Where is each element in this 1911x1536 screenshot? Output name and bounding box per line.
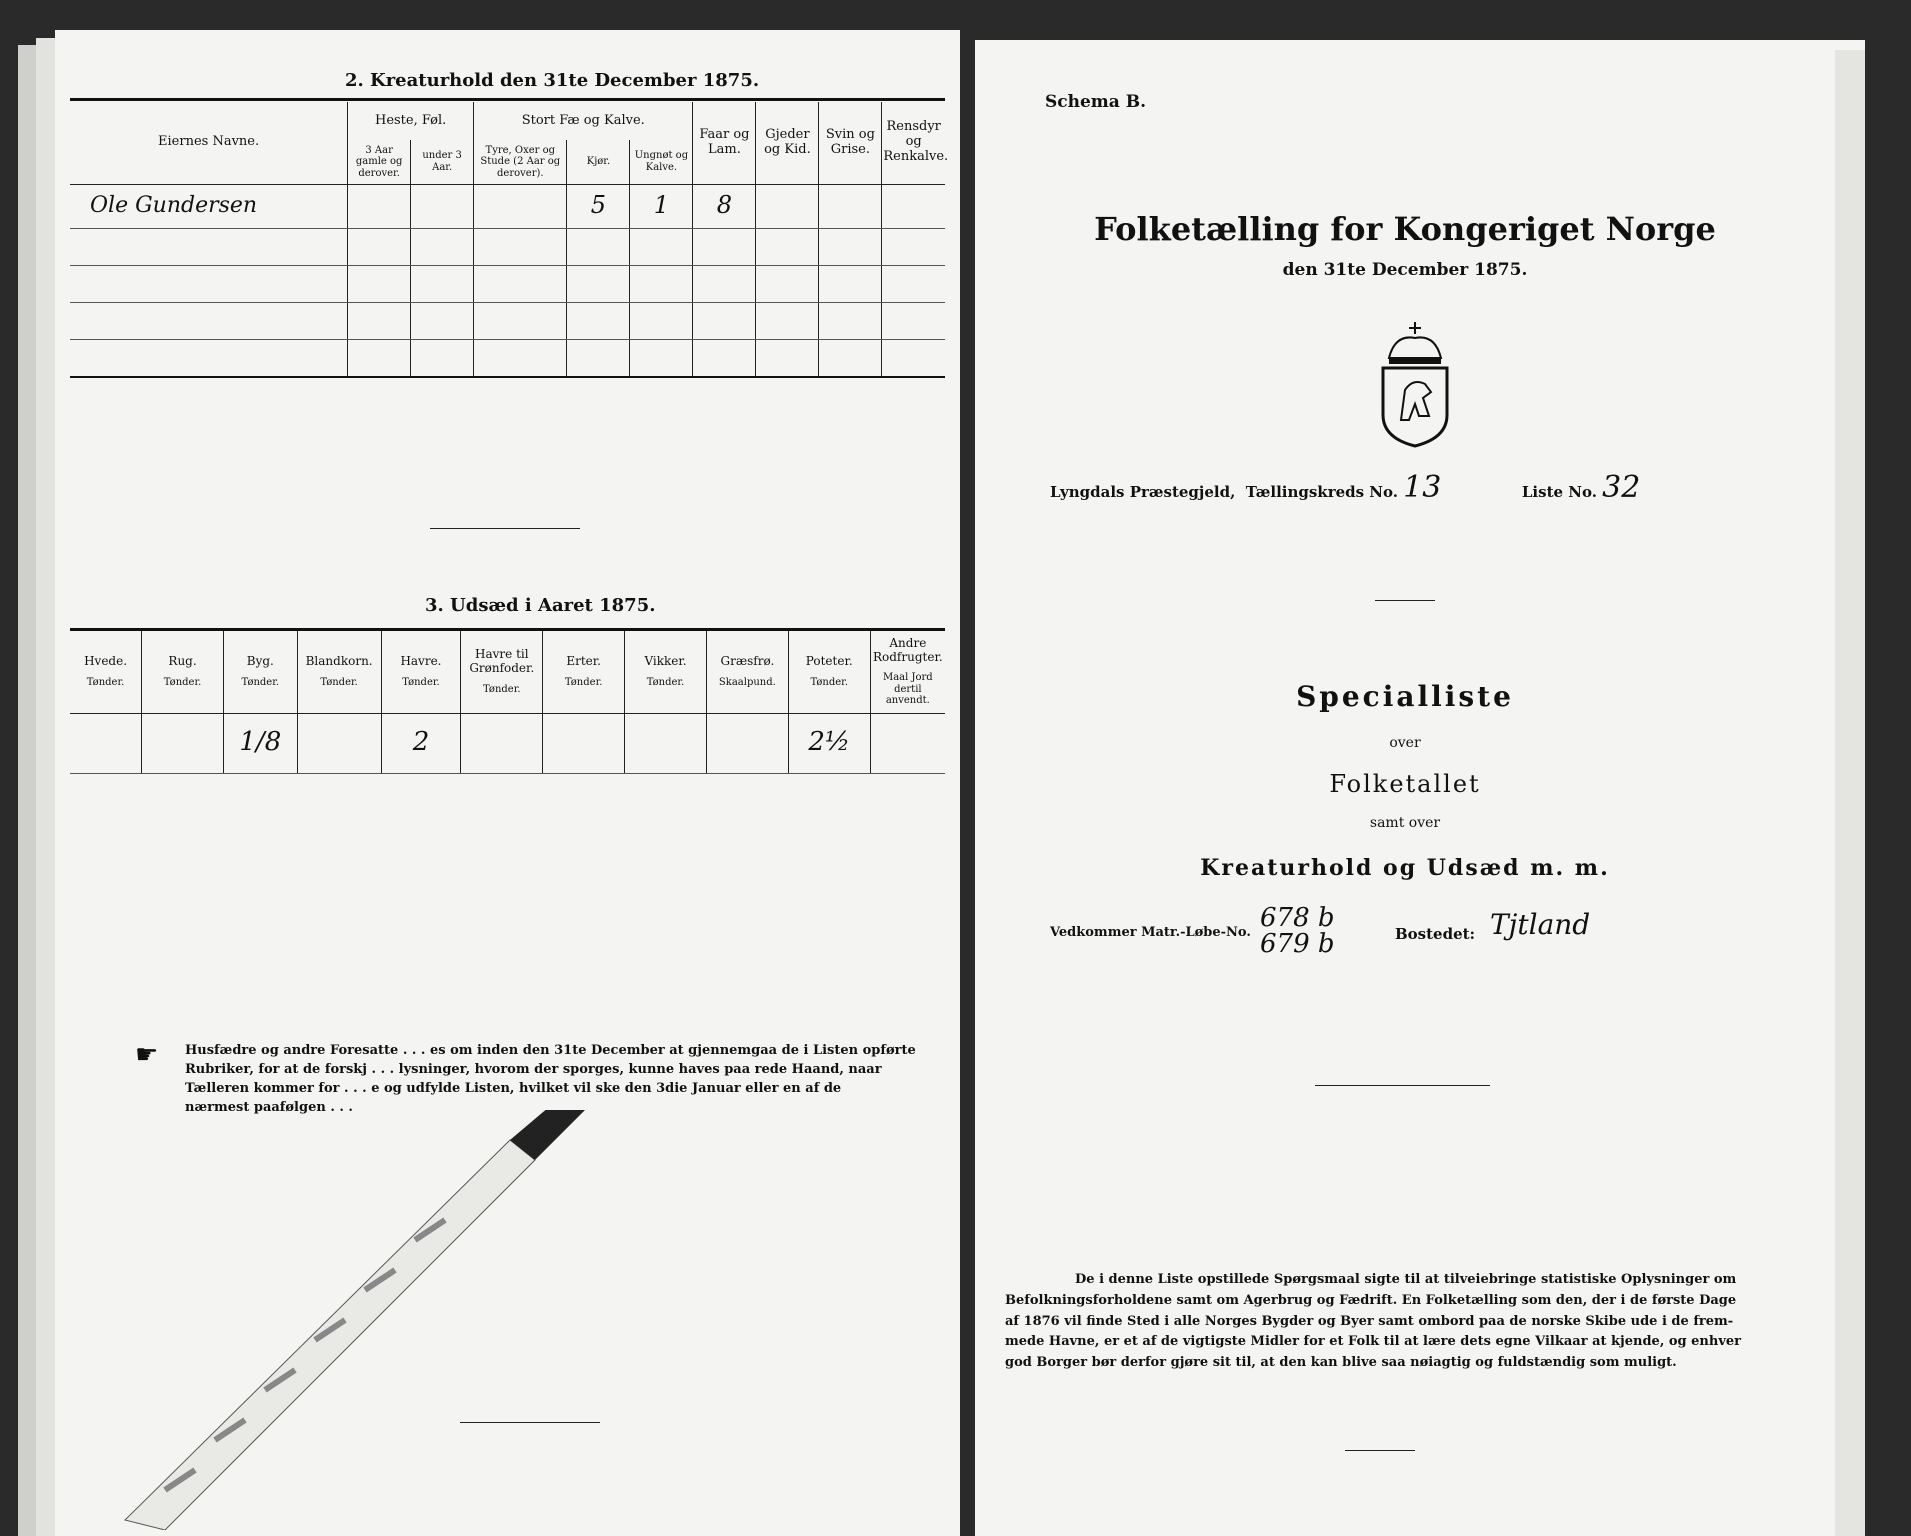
owner-name: Ole Gundersen	[70, 184, 348, 228]
seed-header-name: Blandkorn.	[305, 654, 373, 669]
header-horses: Heste, Føl.	[348, 102, 474, 140]
cell	[819, 184, 882, 228]
page-edge	[1835, 50, 1865, 1536]
seed-header	[788, 631, 870, 713]
pencil-image	[105, 1110, 625, 1530]
seed-value: 2	[381, 713, 461, 773]
census-date: den 31te December 1875.	[1282, 260, 1528, 280]
cell	[411, 184, 474, 228]
header-bulls: Tyre, Oxer og Stude (2 Aar og derover).	[474, 140, 567, 184]
coat-of-arms-icon	[1375, 320, 1455, 450]
seed-value: 1/8	[223, 713, 297, 773]
paragraph-line: god Borger bør derfor gjøre sit til, at den kan blive saa nøiagtig og fuldstændig som muligt.	[1005, 1355, 1677, 1371]
seed-header-unit: Tønder.	[320, 676, 358, 688]
header-sheep: Faar og Lam.	[693, 102, 756, 184]
matr-value: 678 b	[1260, 903, 1335, 933]
right-page	[975, 40, 1865, 1536]
cell	[756, 184, 819, 228]
seed-header-unit: Tønder.	[163, 676, 202, 688]
seed-header-name: Rug.	[168, 654, 197, 669]
district-number: 13	[1403, 470, 1442, 505]
specialliste-title: Specialliste	[1296, 680, 1514, 713]
bosted-value: Tjtland	[1490, 908, 1591, 941]
bosted-label: Bostedet:	[1395, 925, 1476, 943]
paragraph-line: af 1876 vil finde Sted i alle Norges Bygder og Byer samt ombord paa de norske Skibe ude i de frem-	[1005, 1313, 1734, 1329]
seed-header-name: Andre Rodfrugter.	[872, 635, 943, 664]
seed-table	[70, 631, 945, 774]
pointing-hand-icon: ☛	[135, 1040, 159, 1070]
seed-value	[70, 713, 142, 773]
header-young-cattle: Ungnøt og Kalve.	[630, 140, 693, 184]
header-horses-young: under 3 Aar.	[411, 140, 474, 184]
over-label: over	[1389, 735, 1421, 751]
matr-value: 679 b	[1260, 929, 1335, 959]
cell-young-cattle: 1	[630, 184, 693, 228]
header-pigs: Svin og Grise.	[819, 102, 882, 184]
seed-header	[461, 631, 543, 713]
paragraph-line: mede Havne, er et af de vigtigste Midler for et Folk til at lære dets egne Vilkaar at kjende, og enhver	[1005, 1334, 1742, 1350]
table-row	[70, 339, 945, 377]
seed-header	[223, 631, 297, 713]
district-label: Tællingskreds No.	[1245, 483, 1398, 501]
seed-value: 2½	[788, 713, 870, 773]
paragraph-line: De i denne Liste opstillede Spørgsmaal sigte til at tilveiebringe statistiske Oplysninger om	[1075, 1272, 1737, 1287]
matr-values	[1260, 905, 1335, 957]
seed-header	[142, 631, 224, 713]
seed-value	[543, 713, 625, 773]
parish-line	[1050, 470, 1640, 505]
header-cattle: Stort Fæ og Kalve.	[474, 102, 693, 140]
main-title: Folketælling for Kongeriget Norge	[1094, 210, 1716, 248]
footnote-line: Rubriker, for at de forskj . . . lysninger, hvorom der sporges, kunne haves paa rede Haand, naar	[185, 1061, 882, 1077]
seed-header-name: Vikker.	[644, 654, 687, 669]
seed-header-unit: Tønder.	[564, 676, 603, 688]
cell	[882, 184, 945, 228]
short-divider	[430, 528, 580, 529]
list-label: Liste No.	[1521, 483, 1597, 501]
seed-value	[142, 713, 224, 773]
matr-label: Vedkommer Matr.-Løbe-No.	[1050, 925, 1251, 940]
seed-header-name: Poteter.	[805, 654, 853, 669]
seed-header	[70, 631, 142, 713]
seed-header-unit: Skaalpund.	[718, 676, 776, 688]
seed-header	[543, 631, 625, 713]
seed-header-unit: Tønder.	[402, 676, 440, 688]
seed-value	[706, 713, 788, 773]
divider	[70, 98, 945, 101]
paragraph-line: Befolkningsforholdene samt om Agerbrug og Fædrift. En Folketælling som den, der i de første Dage	[1005, 1292, 1737, 1308]
seed-header-name: Byg.	[246, 654, 274, 669]
seed-header-unit: Tønder.	[483, 683, 521, 695]
cell	[474, 184, 567, 228]
seed-value	[870, 713, 945, 773]
seed-value	[461, 713, 543, 773]
seed-header	[297, 631, 381, 713]
livestock-table	[70, 102, 949, 378]
seed-value	[297, 713, 381, 773]
cell-cows: 5	[567, 184, 630, 228]
table-row	[70, 184, 945, 228]
section3-title: 3. Udsæd i Aaret 1875.	[425, 595, 656, 616]
table-row	[70, 713, 945, 773]
left-page	[55, 30, 960, 1536]
seed-header	[870, 631, 945, 713]
kreaturhold-title: Kreaturhold og Udsæd m. m.	[1200, 855, 1610, 881]
schema-label: Schema B.	[1045, 92, 1147, 112]
folketallet-title: Folketallet	[1329, 770, 1481, 798]
seed-value	[625, 713, 707, 773]
short-divider	[1345, 1450, 1415, 1451]
header-goats: Gjeder og Kid.	[756, 102, 819, 184]
header-cows: Kjør.	[567, 140, 630, 184]
seed-header	[381, 631, 461, 713]
cell-sheep: 8	[693, 184, 756, 228]
explanation-paragraph	[1005, 1270, 1835, 1374]
section2-title: 2. Kreaturhold den 31te December 1875.	[345, 70, 760, 91]
table-row	[70, 228, 945, 265]
seed-header-unit: Tønder.	[86, 676, 125, 688]
list-number: 32	[1602, 470, 1641, 505]
seed-header-name: Havre.	[400, 654, 442, 669]
seed-header-unit: Tønder.	[646, 676, 685, 688]
seed-header-name: Græsfrø.	[720, 654, 775, 669]
table-row	[70, 302, 945, 339]
short-divider	[1315, 1085, 1490, 1086]
footnote	[185, 1042, 945, 1117]
footnote-line: nærmest paafølgen . . .	[185, 1099, 353, 1115]
seed-header	[706, 631, 788, 713]
samt-over-label: samt over	[1369, 815, 1441, 831]
seed-header-name: Hvede.	[84, 654, 128, 669]
table-row	[70, 265, 945, 302]
footnote-line: Husfædre og andre Foresatte . . . es om inden den 31te December at gjennemgaa de i Listen opførte	[185, 1043, 916, 1058]
seed-header-unit: Tønder.	[810, 676, 849, 688]
parish-label: Lyngdals Præstegjeld,	[1050, 483, 1236, 501]
cell	[348, 184, 411, 228]
footnote-line: Tælleren kommer for . . . e og udfylde Listen, hvilket vil ske den 3die Januar eller en af de	[185, 1080, 842, 1096]
seed-header	[625, 631, 707, 713]
seed-header-name: Havre til Grønfoder.	[469, 647, 535, 675]
seed-header-unit: Tønder.	[241, 676, 280, 688]
short-divider	[1375, 600, 1435, 601]
header-reindeer: Rensdyr og Renkalve.	[882, 102, 945, 184]
seed-header-unit: Maal Jord dertil anvendt.	[882, 672, 933, 707]
header-owner: Eiernes Navne.	[70, 102, 348, 184]
header-horses-old: 3 Aar gamle og derover.	[348, 140, 411, 184]
seed-header-name: Erter.	[566, 654, 601, 669]
